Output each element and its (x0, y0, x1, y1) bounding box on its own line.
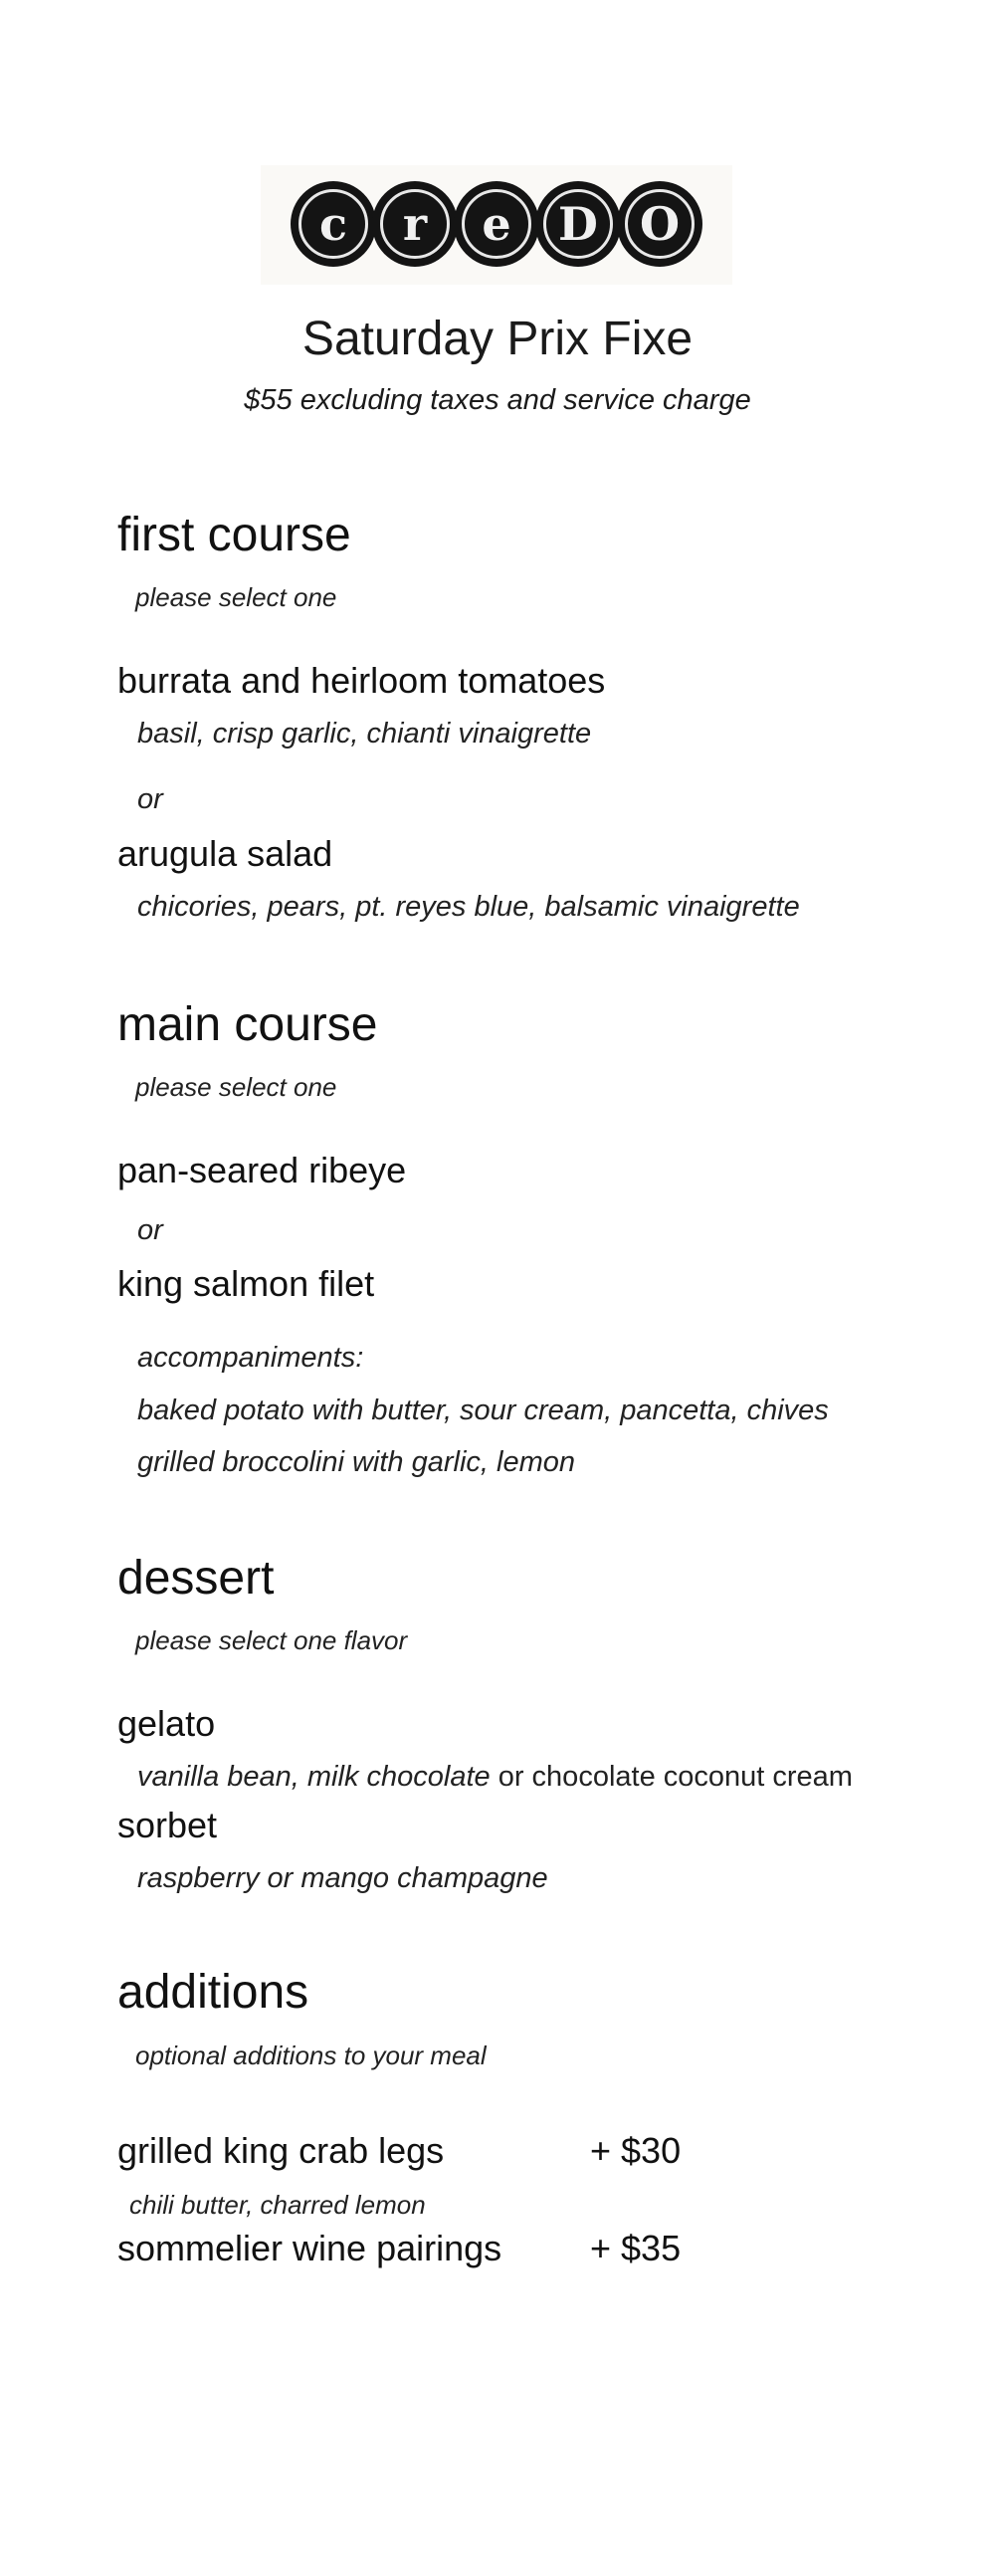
accompaniment-broccolini: grilled broccolini with garlic, lemon (137, 1446, 576, 1478)
first-course-hint: please select one (135, 582, 337, 612)
section-heading-dessert: dessert (117, 1552, 275, 1605)
gelato-flavors-plain: or chocolate coconut cream (490, 1761, 853, 1793)
or-separator: or (137, 1214, 163, 1246)
price-note: $55 excluding taxes and service charge (244, 384, 751, 416)
accompaniment-baked-potato: baked potato with butter, sour cream, pancetta, chives (137, 1395, 829, 1426)
menu-title: Saturday Prix Fixe (301, 313, 694, 365)
menu-item-gelato-description (137, 1761, 853, 1794)
accompaniments-label: accompaniments: (137, 1342, 364, 1374)
addition-king-crab-price: + $30 (590, 2130, 682, 2171)
logo-brand-text (261, 165, 262, 166)
section-heading-additions: additions (117, 1966, 309, 2019)
dessert-hint: please select one flavor (135, 1625, 408, 1655)
addition-wine-pairings-price: + $35 (590, 2228, 682, 2268)
section-heading-first-course: first course (117, 509, 351, 561)
menu-item-sorbet-description: raspberry or mango champagne (137, 1862, 548, 1894)
menu-item-arugula-description: chicories, pears, pt. reyes blue, balsamic vinaigrette (137, 891, 800, 923)
addition-king-crab-description: chili butter, charred lemon (129, 2190, 426, 2220)
menu-item-arugula-salad: arugula salad (117, 833, 333, 874)
menu-item-sorbet: sorbet (117, 1805, 218, 1845)
menu-item-burrata: burrata and heirloom tomatoes (117, 660, 606, 701)
or-separator: or (137, 783, 163, 815)
gelato-flavors-italic: vanilla bean, milk chocolate (137, 1761, 491, 1793)
menu-item-king-salmon: king salmon filet (117, 1263, 375, 1304)
section-heading-main-course: main course (117, 998, 378, 1051)
logo-letter-e: e (454, 181, 539, 267)
menu-item-ribeye: pan-seared ribeye (117, 1150, 407, 1190)
logo-letter-o: O (617, 181, 702, 267)
addition-wine-pairings: sommelier wine pairings (117, 2228, 502, 2268)
logo-letter-r: r (372, 181, 458, 267)
main-course-hint: please select one (135, 1072, 337, 1102)
logo-letter-d: D (535, 181, 621, 267)
addition-king-crab-legs: grilled king crab legs (117, 2130, 445, 2171)
logo-letter-c: c (291, 181, 376, 267)
menu-item-burrata-description: basil, crisp garlic, chianti vinaigrette (137, 718, 592, 750)
additions-hint: optional additions to your meal (135, 2040, 487, 2070)
menu-item-gelato: gelato (117, 1703, 216, 1744)
credo-logo (261, 165, 732, 285)
